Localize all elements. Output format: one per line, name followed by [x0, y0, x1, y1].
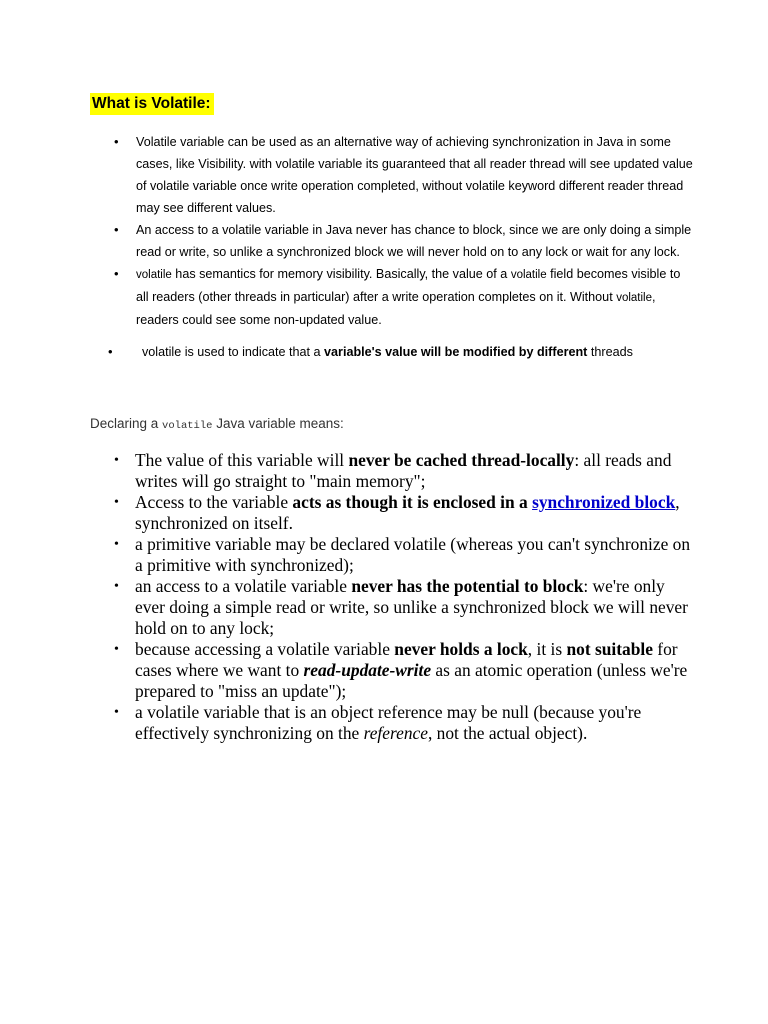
bullet-text: because accessing a volatile variable — [135, 639, 395, 659]
list-item — [135, 492, 695, 534]
list-item — [135, 534, 695, 576]
keyword: volatile — [136, 269, 172, 281]
bullet-text: a primitive variable may be declared volatile (whereas you can't synchronize on a primitive with synchronized); — [135, 534, 691, 575]
italic-phrase: reference — [363, 723, 428, 743]
bullet-text: as an atomic operation (unless we're prepared to "miss an update"); — [135, 660, 688, 701]
bullet-text: a volatile variable that is an object reference may be null (because you're effectively synchronizing on the — [135, 702, 642, 743]
bold-phrase: variable's value will be modified by different — [324, 345, 588, 359]
bullet-text: threads — [587, 345, 633, 359]
bullet-text: volatile is used to indicate that a — [142, 345, 325, 359]
bold-phrase: not suitable — [566, 639, 653, 659]
keyword: volatile — [616, 292, 652, 304]
bold-phrase: never be cached thread-locally — [348, 450, 575, 470]
bullet-text: field becomes visible to all readers (other threads in particular) after a write operation completes on it. Without — [136, 267, 681, 304]
list-item — [136, 219, 696, 263]
declaring-heading — [90, 414, 344, 436]
bold-phrase: never holds a lock — [394, 639, 528, 659]
list-item — [135, 450, 695, 492]
list-item — [136, 341, 696, 363]
bullet-text: Volatile variable can be used as an alternative way of achieving synchronization in Java in some cases, like Visibility. with volatile variable its guaranteed that all reader thread will see updated value of volatile variable once write operation completed, without volatile keyword different reader thread may see different values. — [136, 135, 693, 215]
heading-text: Declaring a — [90, 416, 163, 431]
bullet-text: The value of this variable will — [135, 450, 349, 470]
bullet-text: an access to a volatile variable — [135, 576, 352, 596]
list-item — [136, 263, 696, 331]
list-item — [136, 131, 696, 219]
bullet-text: An access to a volatile variable in Java never has chance to block, since we are only doing a simple read or write, so unlike a synchronized block we will never hold on to any lock or wait for any lock. — [136, 223, 692, 259]
bullet-text: has semantics for memory visibility. Basically, the value of a — [171, 267, 511, 281]
synchronized-block-link[interactable]: synchronized block — [532, 492, 676, 512]
bold-phrase: never has the potential to block — [351, 576, 584, 596]
bullet-text: , readers could see some non-updated value. — [136, 290, 656, 327]
keyword: volatile — [510, 269, 547, 281]
list-item — [135, 576, 695, 639]
volatile-meaning-list — [135, 450, 695, 744]
bold-italic-phrase: read-update-write — [303, 660, 432, 680]
bullet-text: , not the actual object). — [427, 723, 588, 743]
bullet-text: : all reads and writes will go straight to "main memory"; — [135, 450, 672, 491]
bullet-text: : we're only ever doing a simple read or write, so unlike a synchronized block we will never hold on to any lock; — [135, 576, 688, 638]
inline-code: volatile — [162, 420, 213, 432]
heading-text: Java variable means: — [212, 416, 344, 431]
bullet-text: , it is — [527, 639, 567, 659]
bullet-text: for cases where we want to — [135, 639, 678, 680]
bold-phrase: acts as though it is enclosed in a — [292, 492, 533, 512]
section-title: What is Volatile: — [90, 93, 214, 115]
bullet-text: , synchronized on itself. — [135, 492, 680, 533]
bullet-text: Access to the variable — [135, 492, 293, 512]
volatile-summary-list — [136, 131, 696, 363]
list-item — [135, 639, 695, 702]
list-item — [135, 702, 695, 744]
